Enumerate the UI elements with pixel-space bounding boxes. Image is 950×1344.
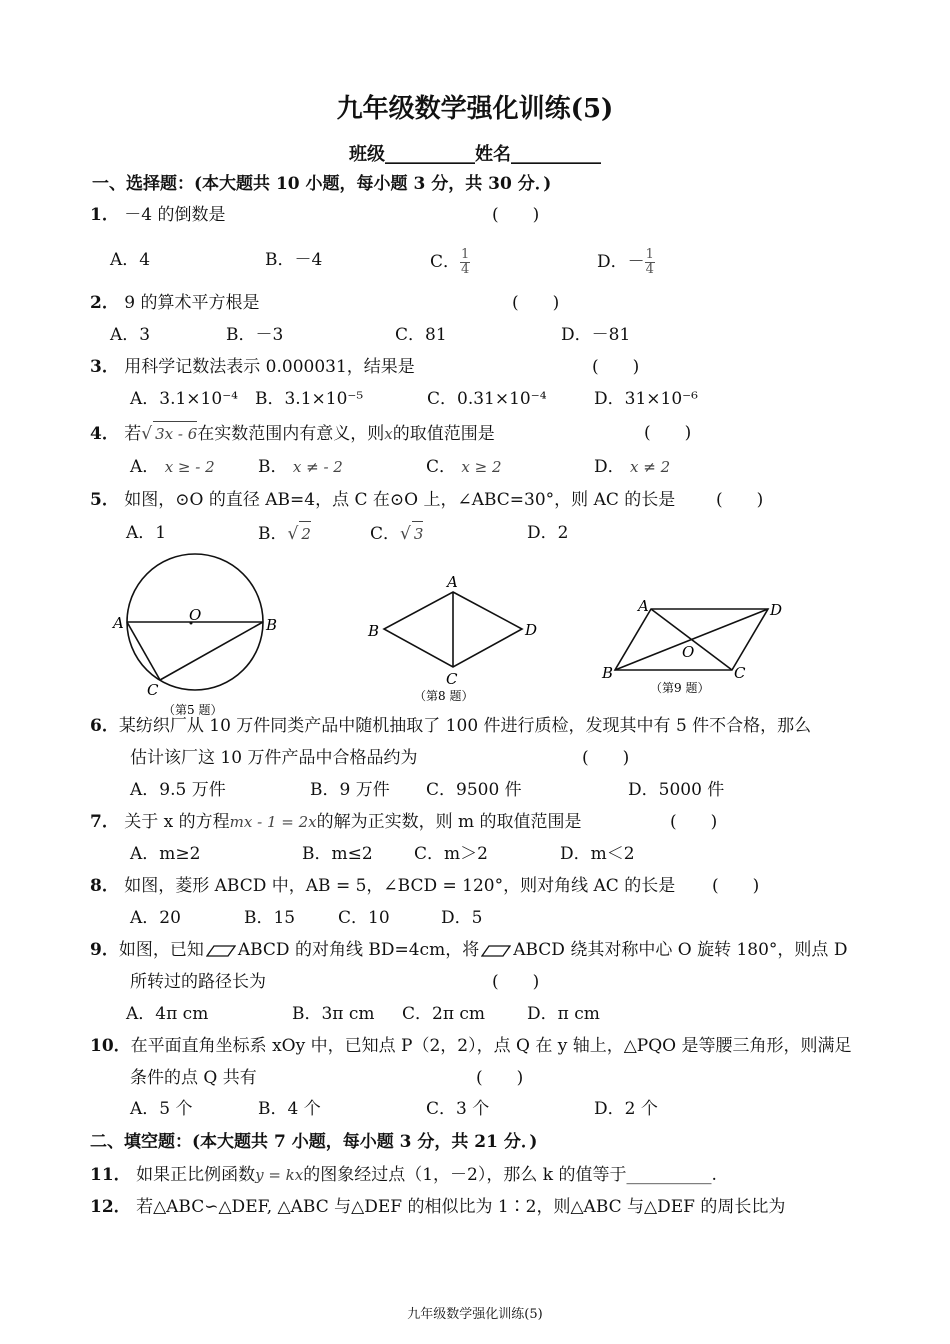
fig8-label-d: D [525,621,538,639]
page-title: 九年级数学强化训练(5) [336,94,614,124]
section-fill-heading: 二、填空题：(本大题共 7 小题，每小题 3 分，共 21 分．) [90,1132,538,1152]
answer-paren-3: ( ) [592,357,640,377]
option-5c: C．√ 3 [370,521,423,546]
fig9-label-c: C [734,664,746,682]
option-6b: B．9 万件 [310,780,390,800]
option-6a: A．9.5 万件 [130,780,226,800]
answer-paren-4: ( ) [644,423,692,443]
question-10: 10．在平面直角坐标系 xOy 中，已知点 P（2，2），点 Q 在 y 轴上，△PQO 是等腰三角形，则满足 [90,1036,852,1056]
fig5-segment-cb [160,622,263,680]
option-10b: B．4 个 [258,1099,321,1119]
option-7d: D．m＜2 [560,844,635,864]
fraction-1c: $\frac{1}{4}$ [461,247,470,277]
question-8: 8． 如图，菱形 ABCD 中，AB = 5，∠BCD = 120°，则对角线 AC 的长是 [90,876,676,896]
option-2c: C．81 [395,325,447,345]
question-10-line2: 条件的点 Q 共有 [130,1068,257,1088]
answer-paren-2: ( ) [512,293,560,313]
option-1c: C． $\frac{1}{4}$ [430,247,470,277]
option-9d: D．π cm [527,1004,600,1024]
figure-5 [105,550,305,720]
fig9-label-b: B [602,664,614,682]
option-7c: C．m＞2 [414,844,488,864]
question-4: 4． 若√ 3x - 6在实数范围内有意义，则x的取值范围是 [90,421,495,446]
class-label: 班级 [349,144,385,165]
option-3d: D．31×10⁻⁶ [594,389,698,409]
section-choice-heading: 一、选择题：(本大题共 10 小题，每小题 3 分，共 30 分．) [92,174,552,194]
name-blank: __________ [511,144,601,165]
answer-paren-8: ( ) [712,876,760,896]
question-6-line2: 估计该厂这 10 万件产品中合格品约为 [130,748,418,768]
fig5-label-c: C [147,681,159,699]
option-9b: B．3π cm [292,1004,375,1024]
option-1a: A．4 [110,250,151,270]
fig5-segment-ac [127,622,160,680]
class-name-line [0,140,950,166]
fig5-label-o: O [189,606,202,624]
option-5b: B．√ 2 [258,521,311,546]
option-2b: B．－3 [226,325,284,345]
answer-paren-10: ( ) [476,1068,524,1088]
option-2a: A．3 [110,325,151,345]
option-5a: A．1 [126,523,167,543]
option-3b: B．3.1×10⁻⁵ [255,389,364,409]
fig8-label-b: B [368,622,380,640]
question-9-line2: 所转过的路径长为 [130,972,266,992]
question-6: 6．某纺织厂从 10 万件同类产品中随机抽取了 100 件进行质检，发现其中有 5 件不合格，那么 [90,716,812,736]
question-7: 7． 关于 x 的方程mx - 1 = 2x的解为正实数，则 m 的取值范围是 [90,812,582,832]
option-4a: A． x ≥ - 2 [130,457,215,477]
option-4b: B． x ≠ - 2 [258,457,343,477]
option-8b: B．15 [244,908,296,928]
option-7a: A．m≥2 [130,844,201,864]
question-9: 9．如图，已知 ABCD 的对角线 BD=4cm，将 ABCD 绕其对称中心 O 旋转 180°，则点 D [90,940,848,960]
answer-paren-6: ( ) [582,748,630,768]
question-11: 11． 如果正比例函数y = kx的图象经过点（1，－2），那么 k 的值等于__________. [90,1165,717,1185]
fig5-caption: （第5 题） [163,703,223,717]
fig9-label-a: A [638,597,649,615]
option-1b: B．－4 [265,250,323,270]
option-9c: C．2π cm [402,1004,486,1024]
option-3a: A．3.1×10⁻⁴ [130,389,238,409]
figure-8 [362,570,552,710]
question-3: 3． 用科学记数法表示 0.000031，结果是 [90,357,415,377]
fig8-caption: （第8 题） [414,689,474,703]
page-footer: 九年级数学强化训练(5) [407,1307,543,1322]
figure-9 [598,595,798,705]
fig9-label-o: O [682,643,695,661]
question-5: 5． 如图，⊙O 的直径 AB=4，点 C 在⊙O 上，∠ABC=30°，则 AC 的长是 [90,490,676,510]
fig8-label-c: C [446,670,458,688]
option-7b: B．m≤2 [302,844,373,864]
answer-paren-1: ( ) [492,205,540,225]
answer-paren-7: ( ) [670,812,718,832]
option-3c: C．0.31×10⁻⁴ [427,389,547,409]
fig9-caption: （第9 题） [650,681,710,695]
option-5d: D．2 [527,523,569,543]
option-9a: A．4π cm [126,1004,209,1024]
fraction-1d: $\frac{1}{4}$ [645,247,654,277]
question-1: 1． －4 的倒数是 [90,205,226,225]
option-8a: A．20 [130,908,181,928]
option-1d: D．－ $\frac{1}{4}$ [597,247,654,277]
fig5-label-b: B [266,616,278,634]
option-8c: C．10 [338,908,390,928]
answer-paren-5: ( ) [716,490,764,510]
option-10d: D．2 个 [594,1099,658,1119]
fig8-label-a: A [447,573,458,591]
name-label: 姓名 [475,144,511,165]
fig9-label-d: D [770,601,783,619]
option-2d: D．－81 [561,325,631,345]
class-blank: __________ [385,144,475,165]
option-6d: D．5000 件 [628,780,725,800]
option-4c: C． x ≥ 2 [426,457,502,477]
option-8d: D．5 [441,908,483,928]
parallelogram-symbol-icon [481,944,511,958]
option-6c: C．9500 件 [426,780,522,800]
fig5-label-a: A [113,614,124,632]
option-4d: D． x ≠ 2 [594,457,671,477]
answer-paren-9: ( ) [492,972,540,992]
parallelogram-symbol-icon [206,944,236,958]
option-10c: C．3 个 [426,1099,490,1119]
question-2: 2． 9 的算术平方根是 [90,293,260,313]
question-12: 12． 若△ABC∽△DEF, △ABC 与△DEF 的相似比为 1∶2，则△ABC 与△DEF 的周长比为 [90,1197,786,1217]
option-10a: A．5 个 [130,1099,193,1119]
